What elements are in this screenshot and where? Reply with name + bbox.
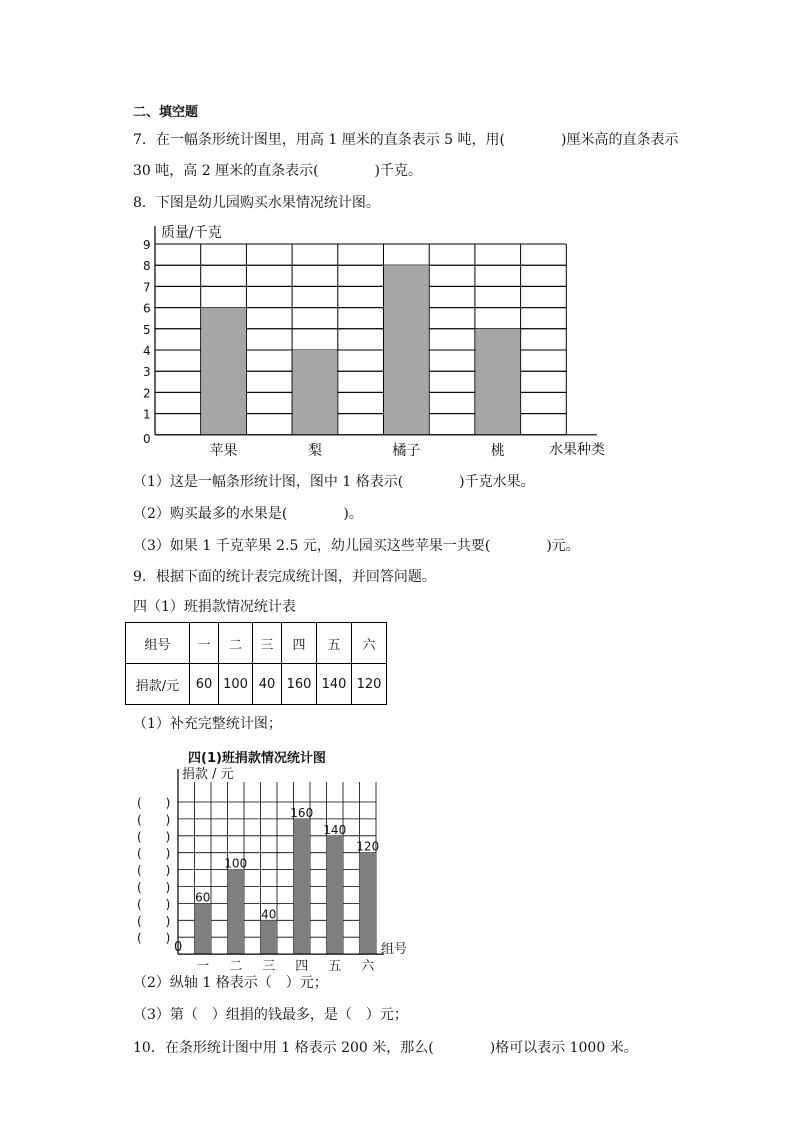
chart2-y-tick-blank: ( ) [137,863,171,878]
chart1-y-tick-label: 8 [143,259,151,274]
chart1-y-tick-label: 9 [143,238,151,252]
chart2-y-tick-blank: ( ) [137,914,171,929]
chart2-y-tick-blank: ( ) [137,846,171,861]
chart1-bar [201,308,246,435]
q7-line2: 30 吨，高 2 厘米的直条表示( )千克。 [133,163,422,179]
chart1-bar [475,329,520,435]
q9-table-title: 四（1）班捐款情况统计表 [133,599,296,615]
table-cell: 三 [253,623,282,664]
table-row [126,623,387,664]
chart1-category-label: 桃 [490,442,505,459]
chart2-title: 四(1)班捐款情况统计图 [188,751,326,766]
table-cell: 140 [317,664,352,705]
q8-sub3: （3）如果 1 千克苹果 2.5 元，幼儿园买这些苹果一共要( )元。 [133,538,580,554]
q8-sub1: （1）这是一幅条形统计图，图中 1 格表示( )千克水果。 [133,474,535,490]
chart2-y-tick-blank: ( ) [137,931,171,946]
chart2-category-label: 二 [229,959,243,975]
table-cell: 60 [190,664,219,705]
q9-sub3: （3）第（ ）组捐的钱最多，是（ ）元； [133,1007,408,1023]
q8-title: 8．下图是幼儿园购买水果情况统计图。 [133,195,380,211]
donation-bar-chart [130,745,420,975]
fruit-purchase-bar-chart [135,218,655,458]
q9-title: 9．根据下面的统计表完成统计图，并回答问题。 [133,569,436,585]
chart1-category-label: 橘子 [392,442,421,459]
donation-table [125,622,387,705]
q9-sub1: （1）补充完整统计图； [133,716,282,732]
table-cell: 100 [219,664,253,705]
chart2-y-tick-blank: ( ) [137,880,171,895]
q7-line1: 7．在一幅条形统计图里，用高 1 厘米的直条表示 5 吨，用( )厘米高的直条表示 [133,132,679,148]
chart1-y-tick-label: 2 [143,386,151,401]
section-title: 二、填空题 [133,105,199,120]
chart1-category-label: 梨 [307,442,322,459]
table-cell: 五 [317,623,352,664]
table-cell: 四 [282,623,317,664]
chart1-y-tick-label: 7 [143,280,151,295]
chart2-category-label: 六 [361,959,375,975]
chart1-y-tick-label: 4 [143,344,151,358]
chart2-y-tick-blank: ( ) [137,796,171,810]
chart2-x-axis-label: 组号 [381,942,408,957]
chart2-data-label: 140 [323,822,347,837]
chart2-bar [261,920,278,954]
table-cell: 160 [282,664,317,705]
chart2-category-label: 四 [295,959,309,975]
chart2-category-label: 五 [328,959,342,975]
chart1-bar [293,350,338,435]
chart1-x-axis-label: 水果种类 [549,442,605,458]
chart2-data-label: 120 [356,839,380,854]
table-header-money: 捐款/元 [126,664,190,705]
chart2-y-tick-blank: ( ) [137,812,171,827]
chart2-bar [360,853,377,954]
q10-text: 10．在条形统计图中用 1 格表示 200 米，那么( )格可以表示 1000 米。 [133,1040,638,1056]
chart1-y-tick-label: 6 [143,301,151,316]
chart2-data-label: 100 [224,856,248,871]
table-row [126,664,387,705]
chart1-y-tick-label: 5 [143,322,151,337]
chart2-bar [327,836,344,954]
table-cell: 40 [253,664,282,705]
chart2-y-tick-blank: ( ) [137,897,171,912]
chart1-y-tick-label: 0 [143,431,151,446]
chart2-bar [294,819,311,954]
chart2-origin-label: 0 [174,940,183,955]
chart1-category-label: 苹果 [209,442,238,459]
chart2-bar [228,870,245,955]
chart2-bar [195,903,212,954]
chart2-y-tick-blank: ( ) [137,829,171,844]
chart2-data-label: 60 [195,890,211,905]
chart1-y-tick-label: 1 [143,407,151,422]
table-cell: 二 [219,623,253,664]
table-cell: 六 [352,623,387,664]
q8-sub2: （2）购买最多的水果是( )。 [133,506,363,522]
q9-sub2: （2）纵轴 1 格表示（ ）元； [133,975,328,991]
chart1-y-tick-label: 3 [143,365,151,380]
table-header-group: 组号 [126,623,190,664]
table-cell: 120 [352,664,387,705]
chart1-y-axis-label: 质量/千克 [161,225,222,241]
chart1-bar [384,265,429,435]
chart2-data-label: 40 [261,907,277,922]
table-cell: 一 [190,623,219,664]
chart2-y-axis-label: 捐款 / 元 [182,767,234,782]
chart2-data-label: 160 [290,805,314,820]
chart2-category-label: 一 [196,959,210,975]
chart2-category-label: 三 [262,959,276,975]
